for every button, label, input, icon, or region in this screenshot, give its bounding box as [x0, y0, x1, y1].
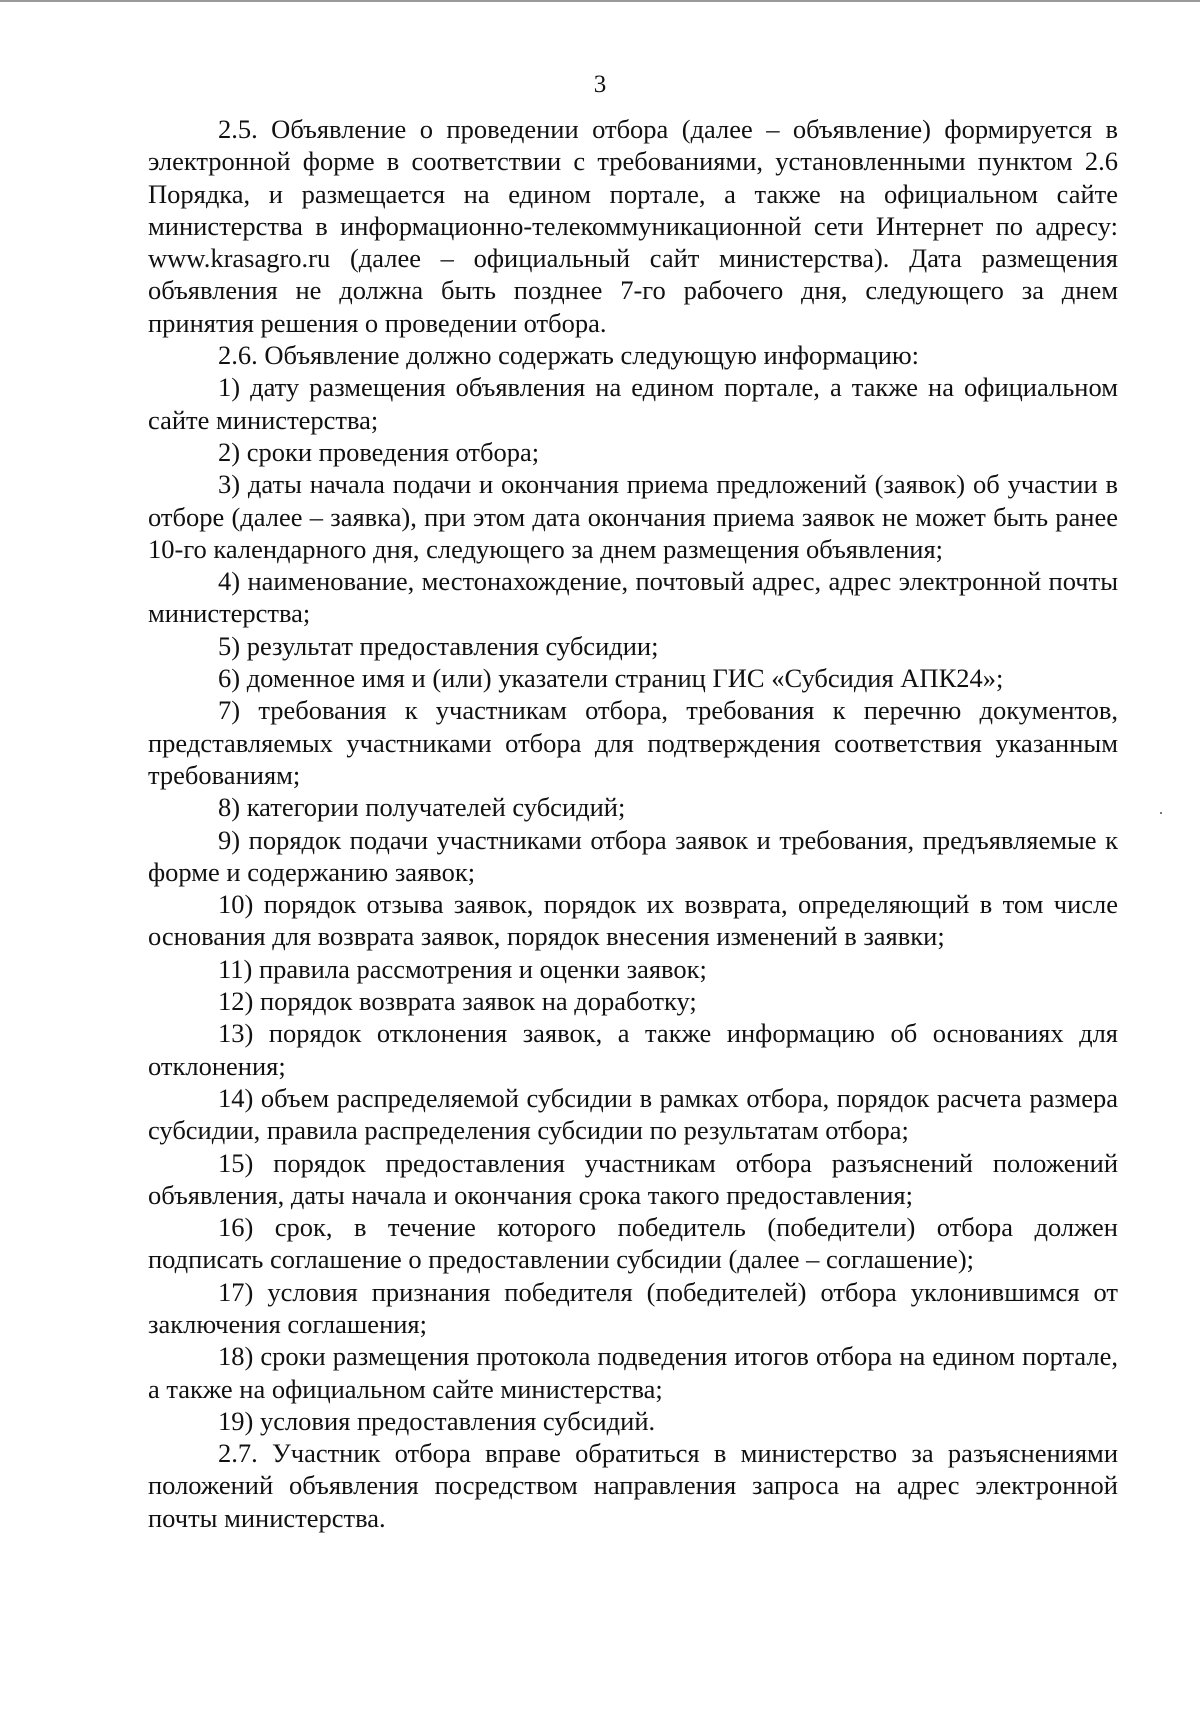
list-item-5: 5) результат предоставления субсидии;: [218, 630, 659, 661]
list-item-9: 9) порядок подачи участниками отбора заявок и требования, предъявляемые к форме и содержанию заявок;: [148, 824, 1118, 887]
list-item-1: 1) дату размещения объявления на едином портале, а также на официальном сайте министерства;: [148, 372, 1118, 435]
list-item-18: 18) сроки размещения протокола подведения итогов отбора на едином портале, а также на официальном сайте министерства;: [148, 1341, 1118, 1404]
scan-top-edge: [0, 0, 1200, 2]
list-item-7: 7) требования к участникам отбора, требования к перечню документов, представляемых участниками отбора для подтверждения соответствия указанным требованиям;: [148, 695, 1118, 790]
list-item-8: 8) категории получателей субсидий;: [218, 792, 626, 823]
list-item-17: 17) условия признания победителя (победителей) отбора уклонившимся от заключения соглашения;: [148, 1276, 1118, 1339]
list-item-12: 12) порядок возврата заявок на доработку;: [218, 986, 697, 1017]
paragraph-2-5: 2.5. Объявление о проведении отбора (далее – объявление) формируется в электронной форме в соответствии с требованиями, установленными пунктом 2.6 Порядка, и размещается на едином портале, а также на официальном сайте министерства в информационно-телекоммуникационной сети Интернет по адресу: www.krasagro.ru (далее – официальный сайт министерства). Дата размещения объявления не должна быть позднее 7-го рабочего дня, следующего за днем принятия решения о проведении отбора.: [148, 114, 1118, 338]
list-item-15: 15) порядок предоставления участникам отбора разъяснений положений объявления, даты начала и окончания срока такого предоставления;: [148, 1147, 1118, 1210]
paragraph-2-6: 2.6. Объявление должно содержать следующую информацию:: [218, 340, 920, 371]
list-item-10: 10) порядок отзыва заявок, порядок их возврата, определяющий в том числе основания для возврата заявок, порядок внесения изменений в заявки;: [148, 889, 1118, 952]
document-body: [148, 113, 1118, 1534]
page-number: 3: [593, 71, 607, 98]
list-item-16: 16) срок, в течение которого победитель (победители) отбора должен подписать соглашение о предоставлении субсидии (далее – соглашение);: [148, 1212, 1118, 1275]
paragraph-2-7: 2.7. Участник отбора вправе обратиться в министерство за разъяснениями положений объявления посредством направления запроса на адрес электронной почты министерства.: [148, 1438, 1118, 1533]
list-item-13: 13) порядок отклонения заявок, а также информацию об основаниях для отклонения;: [148, 1018, 1118, 1081]
list-item-14: 14) объем распределяемой субсидии в рамках отбора, порядок расчета размера субсидии, правила распределения субсидии по результатам отбора;: [148, 1082, 1118, 1146]
list-item-11: 11) правила рассмотрения и оценки заявок;: [218, 953, 707, 984]
list-item-4: 4) наименование, местонахождение, почтовый адрес, адрес электронной почты министерства;: [148, 566, 1118, 629]
list-item-19: 19) условия предоставления субсидий.: [218, 1405, 656, 1436]
list-item-3: 3) даты начала подачи и окончания приема предложений (заявок) об участии в отборе (далее – заявка), при этом дата окончания приема заявок не может быть ранее 10-го календарного дня, следующего за днем размещения объявления;: [148, 469, 1118, 564]
list-item-2: 2) сроки проведения отбора;: [218, 436, 540, 467]
list-item-6: 6) доменное имя и (или) указатели страниц ГИС «Субсидия АПК24»;: [218, 663, 1004, 694]
scan-artifact: [1160, 812, 1162, 814]
